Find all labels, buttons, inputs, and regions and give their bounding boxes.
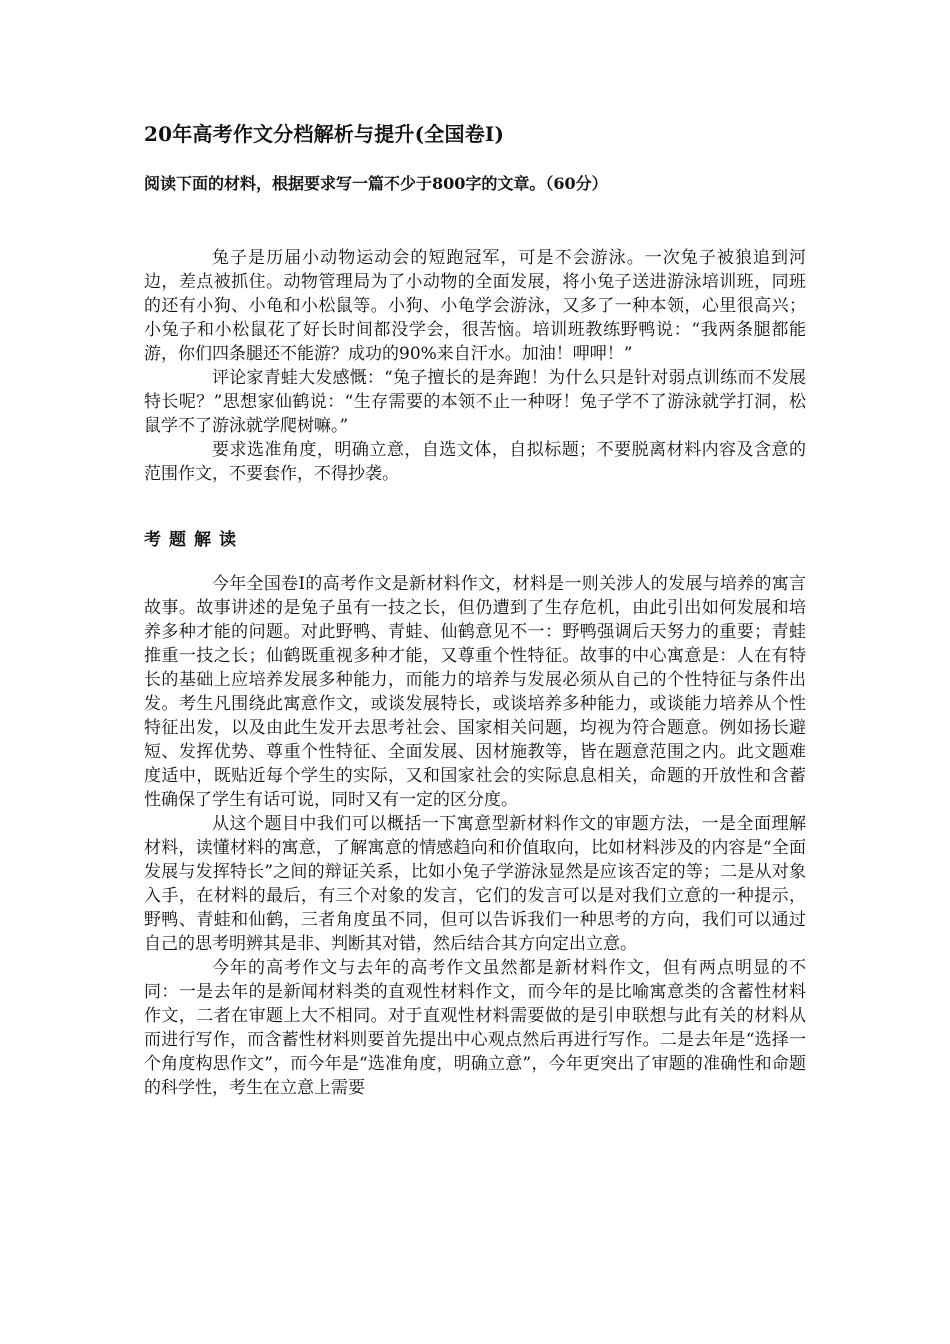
material-paragraph: 要求选准角度，明确立意，自选文体，自拟标题；不要脱离材料内容及含意的范围作文，不要套作，不得抄袭。 [144, 440, 806, 484]
analysis-paragraph: 今年全国卷Ⅰ的高考作文是新材料作文，材料是一则关涉人的发展与培养的寓言故事。故事讲述的是兔子虽有一技之长，但仍遭到了生存危机，由此引出如何发展和培养多种才能的问题。对此野鸭、青蛙、仙鹤意见不一：野鸭强调后天努力的重要；青蛙推重一技之长；仙鹤既重视多种才能，又尊重个性特征。故事的中心寓意是：人在有特长的基础上应培养发展多种能力，而能力的培养与发展必须从自己的个性特征与条件出发。考生凡围绕此寓意作文，或谈发展特长，或谈培养多种能力，或谈能力培养从个性特征出发，以及由此生发开去思考社会、国家相关问题，均视为符合题意。例如扬长避短、发挥优势、尊重个性特征、全面发展、因材施教等，皆在题意范围之内。此文题难度适中，既贴近每个学生的实际，又和国家社会的实际息息相关，命题的开放性和含蓄性确保了学生有话可说，同时又有一定的区分度。 [144, 574, 806, 810]
analysis-paragraph: 从这个题目中我们可以概括一下寓意型新材料作文的审题方法，一是全面理解材料，读懂材料的寓意，了解寓意的情感趋向和价值取向，比如材料涉及的内容是“全面发展与发挥特长”之间的辩证关系，比如小兔子学游泳显然是应该否定的等；二是从对象入手，在材料的最后，有三个对象的发言，它们的发言可以是对我们立意的一种提示，野鸭、青蛙和仙鹤，三者角度虽不同，但可以告诉我们一种思考的方向，我们可以通过自己的思考明辨其是非、判断其对错，然后结合其方向定出立意。 [144, 814, 806, 954]
analysis-paragraph: 今年的高考作文与去年的高考作文虽然都是新材料作文，但有两点明显的不同：一是去年的是新闻材料类的直观性材料作文，而今年的是比喻寓意类的含蓄性材料作文，二者在审题上大不相同。对于直观性材料需要做的是引申联想与此有关的材料从而进行写作，而含蓄性材料则要首先提出中心观点然后再进行写作。二是去年是“选择一个角度构思作文”，而今年是“选准角度，明确立意”，今年更突出了审题的准确性和命题的科学性，考生在立意上需要 [144, 958, 806, 1098]
analysis-heading: 考题解读 [144, 530, 244, 550]
document-title: 20年高考作文分档解析与提升(全国卷Ⅰ) [144, 122, 505, 146]
material-paragraph: 兔子是历届小动物运动会的短跑冠军，可是不会游泳。一次兔子被狼追到河边，差点被抓住。动物管理局为了小动物的全面发展，将小兔子送进游泳培训班，同班的还有小狗、小龟和小松鼠等。小狗、小龟学会游泳，又多了一种本领，心里很高兴；小兔子和小松鼠花了好长时间都没学会，很苦恼。培训班教练野鸭说：“我两条腿都能游，你们四条腿还不能游？成功的90%来自汗水。加油！呷呷！” [144, 248, 806, 364]
material-paragraph: 评论家青蛙大发感慨：“兔子擅长的是奔跑！为什么只是针对弱点训练而不发展特长呢？”思想家仙鹤说：“生存需要的本领不止一种呀！兔子学不了游泳就学打洞，松鼠学不了游泳就学爬树嘛。” [144, 368, 806, 436]
analysis-section [144, 572, 806, 1100]
material-section [144, 246, 806, 486]
document-content [144, 120, 806, 1100]
writing-instruction: 阅读下面的材料，根据要求写一篇不少于800字的文章。（60分） [144, 174, 608, 193]
